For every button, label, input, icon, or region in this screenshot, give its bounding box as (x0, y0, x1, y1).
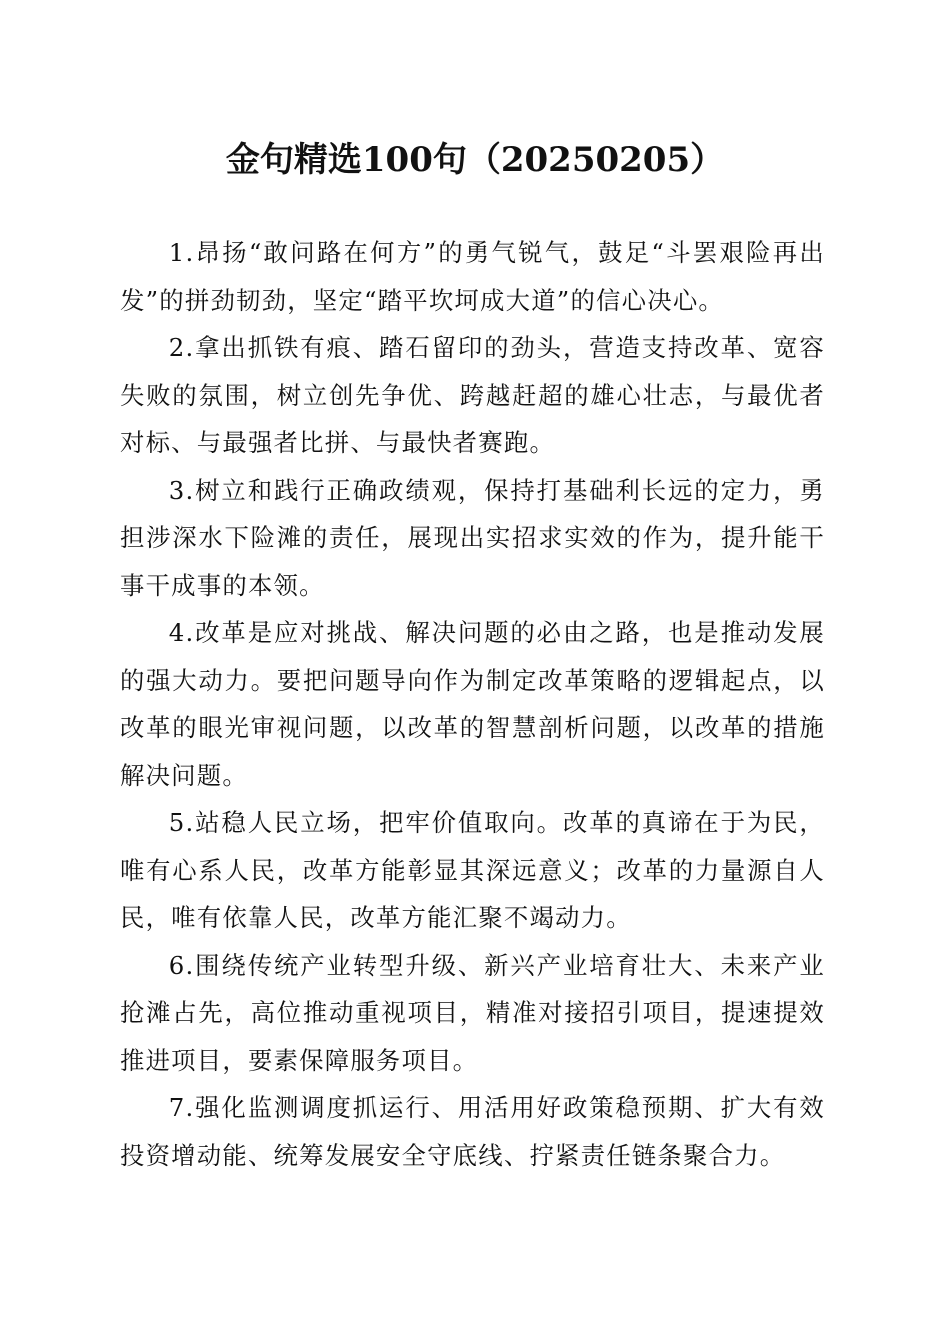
document-title: 金句精选100句（20250205） (225, 140, 725, 180)
paragraph-7: 7.强化监测调度抓运行、用活用好政策稳预期、扩大有效投资增动能、统筹发展安全守底线、拧紧责任链条聚合力。 (120, 1093, 825, 1170)
paragraph-4: 4.改革是应对挑战、解决问题的必由之路，也是推动发展的强大动力。要把问题导向作为制定改革策略的逻辑起点，以改革的眼光审视问题，以改革的智慧剖析问题，以改革的措施解决问题。 (120, 618, 825, 790)
paragraph-3: 3.树立和践行正确政绩观，保持打基础利长远的定力，勇担涉深水下险滩的责任，展现出实招求实效的作为，提升能干事干成事的本领。 (120, 475, 825, 600)
paragraph-1: 1.昂扬“敢问路在何方”的勇气锐气，鼓足“斗罢艰险再出发”的拼劲韧劲，坚定“踏平坎坷成大道”的信心决心。 (120, 238, 825, 315)
paragraph-2: 2.拿出抓铁有痕、踏石留印的劲头，营造支持改革、宽容失败的氛围，树立创先争优、跨越赶超的雄心壮志，与最优者对标、与最强者比拼、与最快者赛跑。 (120, 333, 825, 457)
paragraph-5: 5.站稳人民立场，把牢价值取向。改革的真谛在于为民，唯有心系人民，改革方能彰显其深远意义；改革的力量源自人民，唯有依靠人民，改革方能汇聚不竭动力。 (120, 808, 825, 932)
document-body (120, 229, 825, 1179)
paragraph-6: 6.围绕传统产业转型升级、新兴产业培育壮大、未来产业抢滩占先，高位推动重视项目，精准对接招引项目，提速提效推进项目，要素保障服务项目。 (120, 950, 825, 1075)
